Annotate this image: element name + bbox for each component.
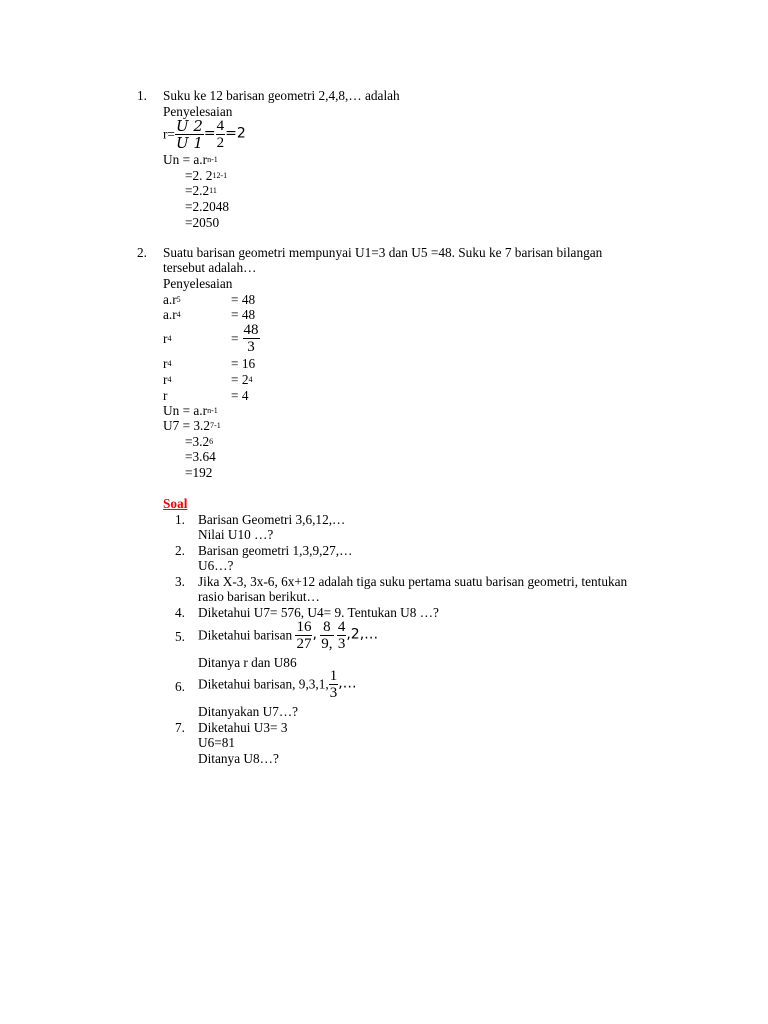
q1-ratio-formula — [163, 118, 246, 151]
q2-row-3-num: 48 — [243, 322, 259, 338]
q2-row-1-left — [163, 292, 181, 308]
soal-item-5-line1 — [198, 619, 378, 652]
q2-solution-label: Penyelesaian — [163, 276, 233, 291]
q1-frac-num: U 2 — [175, 117, 203, 135]
q2-step-1 — [185, 434, 213, 450]
soal-item-5-number: 5. — [175, 629, 185, 644]
soal-item-1-number: 1. — [175, 512, 185, 527]
q1-frac-den: U 1 — [175, 134, 203, 152]
q2-row-1-exp: 5 — [176, 295, 181, 304]
q2-row-2-base: a.r — [163, 307, 177, 322]
q2-row-5-value: = 2 — [231, 372, 249, 387]
q2-row-1-base: a.r — [163, 292, 177, 307]
q2-row-3-den: 3 — [247, 339, 255, 355]
q2-row-4-left — [163, 356, 171, 372]
q1-un-formula — [163, 152, 218, 168]
soal-item-3-line1: Jika X-3, 3x-6, 6x+12 adalah tiga suku pertama suatu barisan geometri, tentukan — [198, 574, 628, 589]
soal-item-5-frac-3-den: 3 — [337, 636, 346, 652]
q2-step-1-text: =3.2 — [185, 434, 210, 449]
q2-text-line1: Suatu barisan geometri mempunyai U1=3 dan U5 =48. Suku ke 7 barisan bilangan — [163, 245, 603, 260]
soal-item-5-sep-1: , — [312, 626, 317, 643]
q2-row-3-exp: 4 — [167, 334, 172, 343]
q1-step-1-exp: 12-1 — [212, 171, 228, 180]
q1-step-1 — [185, 168, 227, 184]
q2-row-2-exp: 4 — [176, 310, 181, 319]
soal-item-5-frac-1-num: 16 — [296, 619, 312, 635]
soal-item-6-frac-den: 3 — [329, 685, 338, 701]
q2-row-5-exp: 4 — [167, 375, 172, 384]
soal-item-6-text: Diketahui barisan, 9,3,1, — [198, 676, 329, 692]
soal-item-3-number: 3. — [175, 574, 185, 589]
q1-number: 1. — [137, 88, 147, 103]
q1-step-3: =2.2048 — [185, 199, 230, 214]
q2-row-6-right: = 4 — [231, 388, 249, 403]
soal-item-5-frac-3 — [337, 619, 347, 652]
q2-row-5-value-exp: 4 — [248, 375, 253, 384]
q2-row-2-right: = 48 — [231, 307, 256, 322]
q2-row-3-left — [163, 331, 171, 347]
q1-step-1-text: =2. 2 — [185, 168, 213, 183]
soal-item-6-line1 — [198, 668, 357, 701]
soal-item-1-line1: Barisan Geometri 3,6,12,… — [198, 512, 346, 527]
q2-row-3-base: r — [163, 331, 168, 346]
q2-row-6-left: r — [163, 388, 168, 403]
soal-item-5-frac-2 — [320, 619, 333, 652]
q2-step-3: =192 — [185, 465, 213, 480]
soal-item-6-frac-num: 1 — [329, 668, 338, 684]
soal-item-5-line2: Ditanya r dan U86 — [198, 655, 297, 670]
q2-row-4-exp: 4 — [167, 359, 172, 368]
soal-item-5-frac-3-num: 4 — [337, 619, 346, 635]
soal-item-7-number: 7. — [175, 720, 185, 735]
soal-item-7-line2: U6=81 — [198, 735, 236, 750]
q2-row-4-base: r — [163, 356, 168, 371]
q2-step-1-exp: 6 — [209, 437, 214, 446]
q2-row-1-right: = 48 — [231, 292, 256, 307]
q1-ratio-fraction — [175, 118, 204, 151]
soal-item-6-line2: Ditanyakan U7…? — [198, 704, 299, 719]
q2-un-text: Un = a.r — [163, 403, 208, 418]
soal-item-5-frac-1-den: 27 — [296, 636, 312, 652]
q2-number: 2. — [137, 245, 147, 260]
q2-row-5-right — [231, 372, 252, 388]
soal-item-5-frac-2-num: 8 — [320, 619, 333, 636]
q1-ratio-fraction-2 — [216, 118, 226, 151]
q1-un-exp: n-1 — [207, 155, 218, 164]
q2-u7-exp: 7-1 — [210, 421, 221, 430]
q2-row-3-eq: = — [231, 330, 239, 346]
soal-item-6-number: 6. — [175, 679, 185, 694]
q2-row-5-base: r — [163, 372, 168, 387]
q2-row-3-fraction — [243, 322, 260, 355]
q2-text-line2: tersebut adalah… — [163, 260, 257, 275]
q1-frac2-num: 4 — [216, 118, 225, 134]
q1-step-2-exp: 11 — [209, 186, 217, 195]
q1-step-4: =2050 — [185, 215, 220, 230]
q1-step-2-text: =2.2 — [185, 183, 210, 198]
soal-item-6-tail: ,… — [338, 675, 357, 692]
q1-frac2-den: 2 — [216, 135, 225, 151]
q2-u7-formula — [163, 418, 221, 434]
soal-heading: Soal — [163, 496, 188, 511]
q1-text: Suku ke 12 barisan geometri 2,4,8,… adalah — [163, 88, 400, 103]
q1-un-text: Un = a.r — [163, 152, 208, 167]
q1-eq2: =2 — [225, 125, 246, 142]
soal-item-5-frac-1 — [295, 619, 312, 652]
q2-row-4-right: = 16 — [231, 356, 256, 371]
q1-ratio-prefix: r= — [163, 126, 175, 142]
soal-item-1-line2: Nilai U10 …? — [198, 527, 274, 542]
soal-item-3-line2: rasio barisan berikut… — [198, 589, 320, 604]
soal-item-7-line1: Diketahui U3= 3 — [198, 720, 288, 735]
soal-item-2-line2: U6…? — [198, 558, 234, 573]
soal-item-4-line1: Diketahui U7= 576, U4= 9. Tentukan U8 …? — [198, 605, 439, 620]
soal-item-5-frac-2-den: 9, — [321, 636, 333, 652]
soal-item-7-line3: Ditanya U8…? — [198, 751, 279, 766]
q2-row-5-left — [163, 372, 171, 388]
q2-row-3-right — [231, 322, 260, 355]
q2-row-2-left — [163, 307, 181, 323]
q2-un-exp: n-1 — [207, 406, 218, 415]
soal-item-2-line1: Barisan geometri 1,3,9,27,… — [198, 543, 353, 558]
soal-item-4-number: 4. — [175, 605, 185, 620]
q2-u7-text: U7 = 3.2 — [163, 418, 211, 433]
q1-step-2 — [185, 183, 217, 199]
q2-step-2: =3.64 — [185, 449, 216, 464]
soal-item-5-tail: ,2,… — [346, 626, 379, 643]
q1-eq1: = — [203, 125, 216, 142]
soal-item-5-text: Diketahui barisan — [198, 627, 293, 643]
soal-item-6-fraction — [329, 668, 339, 701]
soal-item-2-number: 2. — [175, 543, 185, 558]
q2-un-formula — [163, 403, 218, 419]
q1-solution-label: Penyelesaian — [163, 104, 233, 119]
